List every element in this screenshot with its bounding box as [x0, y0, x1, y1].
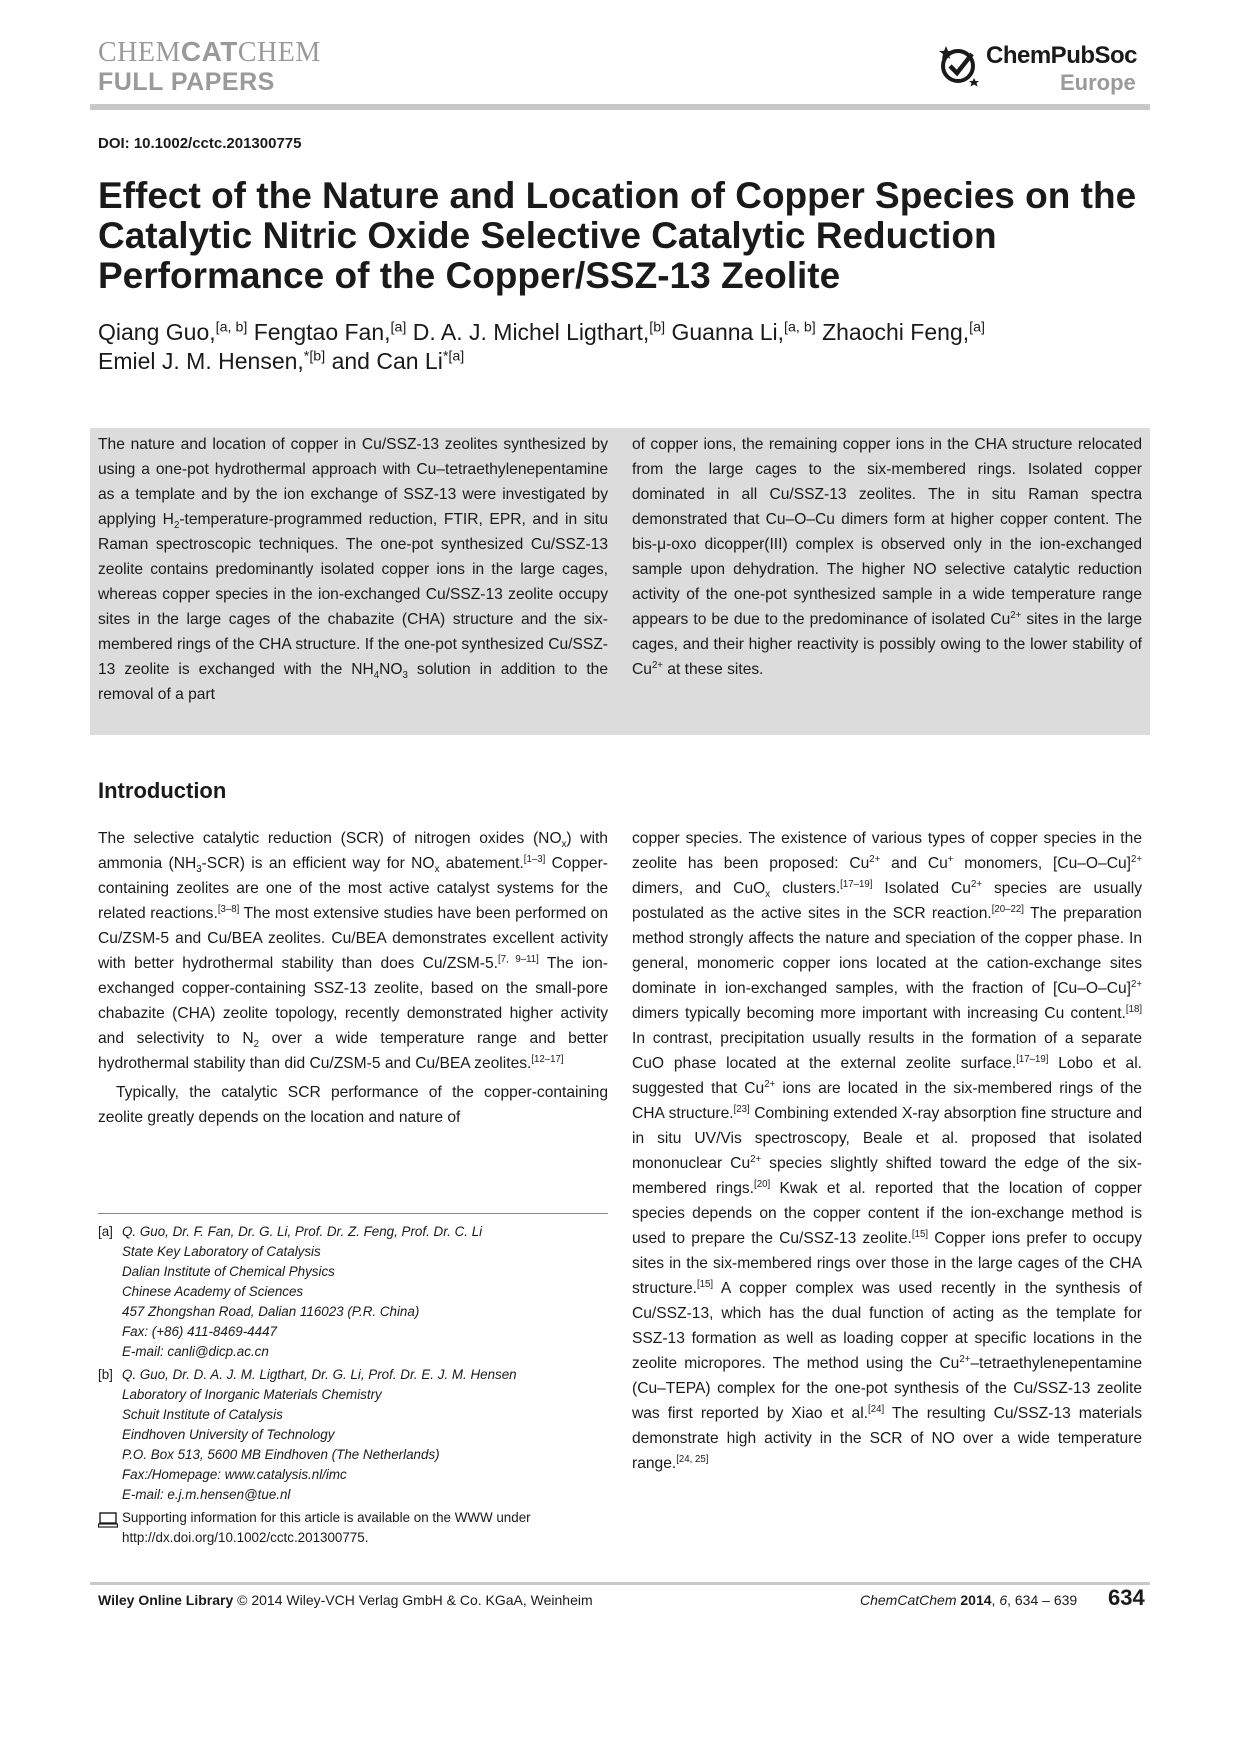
supporting-info-text: Supporting information for this article is available on the WWW under [122, 1510, 531, 1525]
text-run: and Cu [880, 855, 948, 872]
journal-name-part2: CAT [180, 36, 238, 67]
affiliation-a [98, 1222, 608, 1362]
article-title: Effect of the Nature and Location of Copper Species on the Catalytic Nitric Oxide Selective Catalytic Reduction Performance of the Copper/SSZ-13 Zeolite [98, 175, 1137, 296]
paragraph [632, 826, 1142, 1476]
author-affiliation-mark: [a] [969, 319, 985, 336]
affiliation-line: Laboratory of Inorganic Materials Chemistry [122, 1387, 382, 1402]
affiliation-line: State Key Laboratory of Catalysis [122, 1244, 321, 1259]
author-affiliation-mark: [b] [649, 319, 666, 336]
author-name: Qiang Guo, [98, 319, 216, 345]
text-run: Kwak et al. reported that the location of copper species depends on the copper content if the ion-exchange method is used to prepare the Cu/SSZ-13 zeolite. [632, 1180, 1142, 1247]
text-run: Lobo et al. suggested that Cu [632, 1055, 1142, 1097]
citation-superscript: [7, 9–11] [497, 953, 539, 965]
wiley-online-library-link[interactable]: Wiley Online Library [98, 1592, 234, 1608]
abstract-text: The nature and location of copper in Cu/SSZ-13 zeolites synthesized by using a one-pot hydrothermal approach with Cu–tetraethylenepentamine as a template and by the ion exchange of SSZ-13 were investigated by applying H [98, 436, 608, 528]
author [413, 319, 665, 345]
text-run: ions are located in the six-membered rings of the CHA structure. [632, 1080, 1142, 1122]
text-run: In contrast, precipitation usually results in the formation of a separate CuO phase located at the external zeolite surface. [632, 1030, 1142, 1072]
affiliation-line: Eindhoven University of Technology [122, 1427, 335, 1442]
citation-superscript: 2+ [1130, 853, 1142, 865]
page-number: 634 [1108, 1585, 1145, 1610]
subscript: x [434, 864, 440, 876]
affiliation-line: Schuit Institute of Catalysis [122, 1407, 283, 1422]
affiliation-line: E-mail: canli@dicp.ac.cn [122, 1344, 269, 1359]
author-affiliation-mark: [a, b] [784, 319, 816, 336]
abstract-subscript: 3 [402, 670, 408, 682]
author [332, 348, 465, 374]
text-run: –tetraethylenepentamine (Cu–TEPA) complex for the one-pot synthesis of the Cu/SSZ-13 zeolite was first reported by Xiao et al. [632, 1355, 1142, 1422]
author-name: Guanna Li, [671, 319, 785, 345]
citation-superscript: 2+ [970, 878, 982, 890]
citation-superscript: 2+ [959, 1353, 971, 1365]
affiliation-line: Dalian Institute of Chemical Physics [122, 1264, 335, 1279]
body-column-left [98, 826, 608, 1130]
supporting-info-note [98, 1508, 608, 1548]
affiliation-line: Chinese Academy of Sciences [122, 1284, 304, 1299]
text-run: ) with ammonia (NH [98, 830, 608, 872]
abstract-column-right [632, 432, 1142, 682]
abstract-text: sites in the large cages, and their higher reactivity is possibly owing to the lower stability of Cu [632, 611, 1142, 678]
text-run: species slightly shifted toward the edge of the six-membered rings. [632, 1155, 1143, 1197]
affiliation-line: P.O. Box 513, 5600 MB Eindhoven (The Netherlands) [122, 1447, 440, 1462]
text-run: The most extensive studies have been performed on Cu/ZSM-5 and Cu/BEA zeolites. Cu/BEA demonstrates excellent activity with better hydrothermal stability than does Cu/ZSM-5. [98, 905, 609, 972]
subscript: x [561, 839, 567, 851]
citation-superscript: [12–17] [531, 1053, 564, 1065]
citation-superscript: [17–19] [840, 878, 873, 890]
author-name: Emiel J. M. Hensen, [98, 348, 304, 374]
abstract-subscript: 2 [173, 520, 180, 532]
article-section: FULL PAPERS [98, 68, 275, 96]
citation-superscript: [24] [868, 1403, 885, 1415]
citation-superscript: [17–19] [1016, 1053, 1049, 1065]
citation-superscript: 2+ [869, 853, 881, 865]
text-run: The resulting Cu/SSZ-13 materials demonstrate high activity in the SCR of NO over a wide temperature range. [632, 1405, 1142, 1472]
paragraph: Typically, the catalytic SCR performance of the copper-containing zeolite greatly depends on the location and nature of [98, 1084, 608, 1126]
text-run: monomers, [Cu–O–Cu] [953, 855, 1131, 872]
citation-superscript: [20] [754, 1178, 771, 1190]
author-name: Zhaochi Feng, [822, 319, 970, 345]
abstract-subscript: 4 [373, 670, 380, 682]
citation-superscript: 2+ [764, 1078, 776, 1090]
affiliation-line: Q. Guo, Dr. F. Fan, Dr. G. Li, Prof. Dr. Z. Feng, Prof. Dr. C. Li [122, 1224, 483, 1239]
affiliation-line: 457 Zhongshan Road, Dalian 116023 (P.R. China) [122, 1304, 420, 1319]
subscript: 3 [196, 864, 202, 876]
text-run: Copper-containing zeolites are one of the most active catalyst systems for the related reactions. [98, 855, 608, 922]
copyright-text: © 2014 Wiley-VCH Verlag GmbH & Co. KGaA, Weinheim [233, 1592, 593, 1608]
affiliation-line: E-mail: e.j.m.hensen@tue.nl [122, 1487, 291, 1502]
footnote-rule [98, 1213, 608, 1214]
journal-name [98, 36, 321, 69]
author-affiliation-mark: *[a] [442, 348, 465, 365]
text-run: Copper ions prefer to occupy sites in the six-membered rings over those in the large cages of the CHA structure. [632, 1230, 1142, 1297]
affiliation-lines [122, 1365, 608, 1505]
author [98, 348, 325, 374]
citation-superscript: [23] [733, 1103, 750, 1115]
journal-name-part1: CHEM [98, 37, 181, 68]
section-heading: Introduction [98, 778, 227, 803]
author-name: and Can Li [331, 348, 443, 374]
affiliation-b [98, 1365, 608, 1505]
subscript: x [765, 889, 771, 901]
text-run: The ion-exchanged copper-containing SSZ-13 zeolite, based on the small-pore chabazite (CHA) zeolite topology, recently demonstrated higher activity and selectivity to N [98, 955, 608, 1047]
citation-superscript: [24, 25] [676, 1453, 709, 1465]
abstract-text: solution in addition to the removal of a part [98, 661, 608, 703]
computer-icon [98, 1512, 118, 1528]
body-column-right [632, 826, 1142, 1476]
text-run: The selective catalytic reduction (SCR) of nitrogen oxides (NO [98, 830, 562, 847]
text-run: species are usually postulated as the active sites in the SCR reaction. [632, 880, 1142, 922]
supporting-info-link[interactable]: http://dx.doi.org/10.1002/cctc.201300775. [122, 1530, 369, 1545]
author [671, 319, 815, 345]
author-list [98, 318, 1138, 376]
abstract-text: at these sites. [662, 661, 764, 678]
citation-superscript: + [947, 853, 954, 865]
affiliation-lines [122, 1222, 608, 1362]
footer-journal: ChemCatChem [860, 1592, 957, 1608]
citation-superscript: [3–8] [217, 903, 240, 915]
footer-citation: ChemCatChem 2014, 6, 634 – 639 [860, 1592, 1078, 1608]
footer-volume: 6 [999, 1592, 1008, 1608]
paragraph [98, 826, 608, 1076]
affiliation-tag: [b] [98, 1367, 113, 1382]
affiliation-line: Fax:/Homepage: www.catalysis.nl/imc [122, 1467, 347, 1482]
affiliation-line: Q. Guo, Dr. D. A. J. M. Ligthart, Dr. G. Li, Prof. Dr. E. J. M. Hensen [122, 1367, 517, 1382]
text-run: -SCR) is an efficient way for NO [201, 855, 435, 872]
author-affiliation-mark: [a, b] [215, 319, 248, 336]
author-affiliation-mark: *[b] [303, 348, 326, 365]
citation-superscript: [20–22] [991, 903, 1024, 915]
abstract-text: of copper ions, the remaining copper ions in the CHA structure relocated from the large cages to the six-membered rings. Isolated copper dominated in all Cu/SSZ-13 zeolites. The in situ Raman spectra demonstrated that Cu–O–Cu dimers form at higher copper content. The bis-μ-oxo dicopper(III) complex is observed only in the ion-exchanged sample upon dehydration. The higher NO selective catalytic reduction activity of the one-pot synthesized sample in a wide temperature range appears to be due to the predominance of isolated Cu [632, 436, 1142, 628]
footer-pages: , 634 – 639 [1007, 1592, 1078, 1608]
citation-superscript: [18] [1125, 1003, 1142, 1015]
abstract-text: -temperature-programmed reduction, FTIR, EPR, and in situ Raman spectroscopic techniques. The one-pot synthesized Cu/SSZ-13 zeolite contains predominantly isolated copper ions in the large cages, whereas copper species in the ion-exchanged Cu/SSZ-13 zeolite occupy sites in the large cages of the chabazite (CHA) structure and the six-membered rings of the CHA structure. If the one-pot synthesized Cu/SSZ-13 zeolite is exchanged with the NH [98, 511, 608, 678]
author-name: D. A. J. Michel Ligthart, [412, 319, 650, 345]
citation-superscript: 2+ [750, 1153, 762, 1165]
author [98, 319, 247, 345]
citation-superscript: [1–3] [523, 853, 546, 865]
text-run: A copper complex was used recently in the synthesis of Cu/SSZ-13, which has the dual function of acting as the template for SSZ-13 formation as well as loading copper at specific locations in the zeolite micropores. The method using the Cu [632, 1280, 1142, 1372]
footer-copyright [98, 1592, 593, 1608]
text-run: dimers, and CuO [632, 880, 766, 897]
affiliation-line: Fax: (+86) 411-8469-4447 [122, 1324, 277, 1339]
author [822, 319, 985, 345]
publisher-region: Europe [1060, 70, 1136, 95]
abstract-superscript: 2+ [651, 659, 663, 671]
doi: DOI: 10.1002/cctc.201300775 [98, 135, 302, 152]
citation-superscript: 2+ [1130, 978, 1142, 990]
citation-superscript: [15] [697, 1278, 714, 1290]
citation-superscript: [15] [911, 1228, 928, 1240]
abstract-text: NO [379, 661, 403, 678]
author [254, 319, 407, 345]
text-run: Combining extended X-ray absorption fine structure and in situ UV/Vis spectroscopy, Beale et al. proposed that isolated mononuclear Cu [632, 1105, 1143, 1172]
text-run: copper species. The existence of various types of copper species in the zeolite has been proposed: Cu [632, 830, 1142, 872]
text-run: clusters. [770, 880, 841, 897]
author-affiliation-mark: [a] [390, 319, 407, 336]
abstract-column-left [98, 432, 608, 707]
publisher-logo [938, 40, 1148, 96]
footer-rule [90, 1582, 1150, 1585]
text-run: over a wide temperature range and better hydrothermal stability than did Cu/ZSM-5 and Cu/BEA zeolites. [98, 1030, 608, 1072]
chempubsoc-logo-icon [938, 40, 984, 90]
text-run: The preparation method strongly affects the nature and speciation of the copper phase. In general, monomeric copper ions located at the cation-exchange sites dominate in ion-exchanged samples, with the fraction of [Cu–O–Cu] [632, 905, 1142, 997]
publisher-name: ChemPubSoc [986, 42, 1138, 69]
footer-year: 2014 [960, 1592, 992, 1608]
journal-name-part3: CHEM [237, 37, 321, 68]
abstract-superscript: 2+ [1010, 609, 1022, 621]
affiliation-tag: [a] [98, 1224, 113, 1239]
subscript: 2 [253, 1039, 259, 1051]
text-run: abatement. [439, 855, 524, 872]
text-run: dimers typically becoming more important with increasing Cu content. [632, 1005, 1126, 1022]
header-rule [90, 104, 1150, 110]
text-run: Isolated Cu [872, 880, 971, 897]
author-name: Fengtao Fan, [253, 319, 391, 345]
